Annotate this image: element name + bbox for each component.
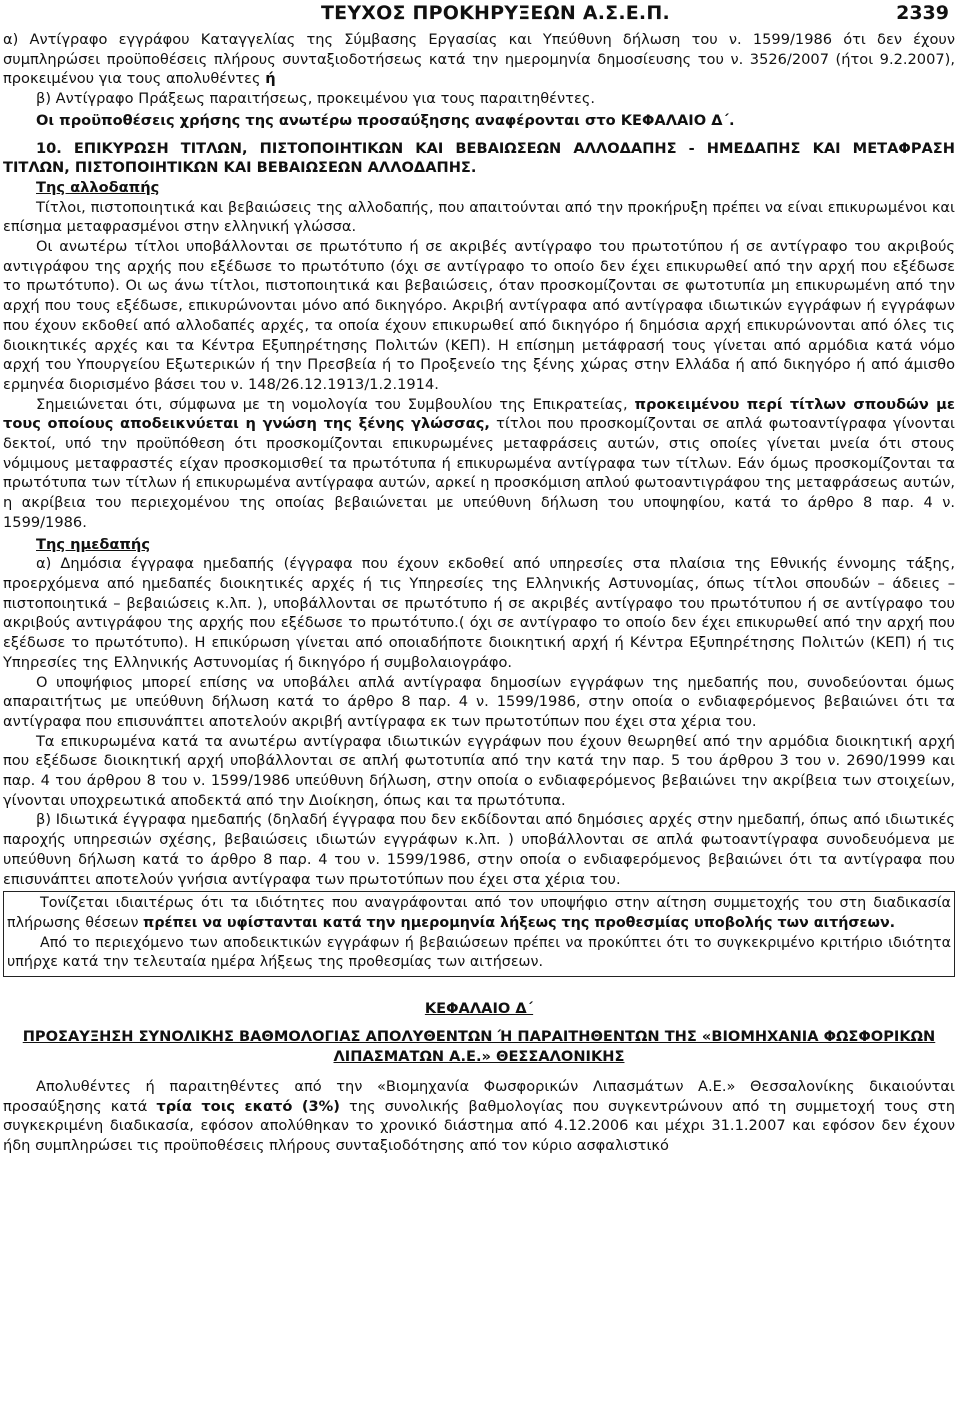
notice-box (3, 891, 955, 977)
chapter-subtitle: ΠΡΟΣΑΥΞΗΣΗ ΣΥΝΟΛΙΚΗΣ ΒΑΘΜΟΛΟΓΙΑΣ ΑΠΟΛΥΘΕΝΤΩΝ Ή ΠΑΡΑΙΤΗΘΕΝΤΩΝ ΤΗΣ «ΒΙΟΜΗΧΑΝΙΑ ΦΩΣΦΟΡΙΚΩΝ ΛΙΠΑΣΜΑΤΩΝ Α.Ε.» ΘΕΣΣΑΛΟΝΙΚΗΣ (22, 1027, 936, 1065)
notice-paragraph-1: Τονίζεται ιδιαιτέρως ότι τα ιδιότητες που αναγράφονται από τον υποψήφιο στην αίτηση συμμετοχής του στη διαδικασία πλήρωσης θέσεων πρέπει να υφίστανται κατά την ημερομηνία λήξεως της προθεσμίας υποβολής των αιτήσεων. (7, 895, 951, 931)
domestic-item-a: α) Δημόσια έγγραφα ημεδαπής (έγγραφα που έχουν εκδοθεί από υπηρεσίες στα πλαίσια της Εθνικής έννομης τάξης, προερχόμενα από ημεδαπές διοικητικές αρχές ή τις Υπηρεσίες της Ελληνικής Αστυνομίας, όπως τίτλοι σπουδών – άδειες – πιστοποιητικά – βεβαιώσεις κ.λπ. ), υποβάλλονται σε πρωτότυπο ή σε ακριβές αντίγραφο του πρωτότυπου ή σε αντίγραφο του ακριβούς αντιγράφου της αρχής που εξέδωσε το πρωτότυπο.( όχι σε αντίγραφο το οποίο δεν έχει επικυρωθεί από την αρχή που εξέδωσε το πρωτότυπο). Η επικύρωση γίνεται από οποιαδήποτε διοικητική αρχή ή Κέντρα Εξυπηρέτησης Πολιτών (ΚΕΠ) ή τις Υπηρεσίες της Ελληνικής Αστυνομίας ή δικηγόρο ή συμβολαιογράφο. (3, 555, 955, 671)
gazette-title: ΤΕΥΧΟΣ ΠΡΟΚΗΡΥΞΕΩΝ Α.Σ.Ε.Π. (321, 2, 670, 24)
domestic-item-b: β) Ιδιωτικά έγγραφα ημεδαπής (δηλαδή έγγραφα που δεν εκδίδονται από δημόσιες αρχές στην ημεδαπή, όπως από ιδιωτικές παροχής υπηρεσιών σχέσης, βεβαιώσεις ιδιωτών εγγράφων κ.λπ. ) υποβάλλονται σε απλά φωτοαντίγραφα συνοδευόμενα με υπεύθυνη δήλωση κατά το άρθρο 8 παρ. 4 του ν. 1599/1986, στην οποία ο ενδιαφερόμενος βεβαιώνει ότι τα αντίγραφα που επισυνάπτει αποτελούν γνήσια αντίγραφα των πρωτοτύπων που έχει στα χέρια του. (3, 811, 955, 888)
domestic-paragraph-3: Τα επικυρωμένα κατά τα ανωτέρω αντίγραφα ιδιωτικών εγγράφων που έχουν θεωρηθεί από την αρμόδια διοικητική αρχή που εξέδωσε διοικητική αρχή υποβάλλονται σε απλή φωτοτυπία από την κατά την παρ. 5 του άρθρου 3 του ν. 2690/1999 και παρ. 4 του άρθρου 8 του ν. 1599/1986 υπεύθυνη δήλωση, στην οποία ο ενδιαφερόμενος βεβαιώνει την ακρίβεια των στοιχείων, γίνονται υποχρεωτικά αποδεκτά από την Διοίκηση, όπως και τα πρωτότυπα. (3, 732, 955, 809)
intro-conditions: Οι προϋποθέσεις χρήσης της ανωτέρω προσαύξησης αναφέρονται στο ΚΕΦΑΛΑΙΟ Δ΄. (36, 111, 735, 129)
chapter-heading (3, 999, 955, 1067)
chapter-body: Απολυθέντες ή παραιτηθέντες από την «Βιομηχανία Φωσφορικών Λιπασμάτων Α.Ε.» Θεσσαλονίκης δικαιούνται προσαύξησης κατά τρία τοις εκατό (3%) της συνολικής βαθμολογίας που συγκεντρώνουν από τη συμμετοχή τους στη συγκεκριμένη διαδικασία, εφόσον απολύθηκαν το χρονικό διάστημα από 4.12.2006 και μέχρι 31.1.2007 και εφόσον δεν έχουν ήδη συμπληρώσει τις προϋποθέσεις πλήρους συνταξιοδότησης από τον κύριο ασφαλιστικό (3, 1077, 955, 1154)
intro-or: ή (265, 70, 276, 88)
foreign-subheading: Της αλλοδαπής (36, 178, 160, 196)
section-10-heading: 10. ΕΠΙΚΥΡΩΣΗ ΤΙΤΛΩΝ, ΠΙΣΤΟΠΟΙΗΤΙΚΩΝ ΚΑΙ ΒΕΒΑΙΩΣΕΩΝ ΑΛΛΟΔΑΠΗΣ - ΗΜΕΔΑΠΗΣ ΚΑΙ ΜΕΤΑΦΡΑΣΗ ΤΙΤΛΩΝ, ΠΙΣΤΟΠΟΙΗΤΙΚΩΝ ΚΑΙ ΒΕΒΑΙΩΣΕΩΝ ΑΛΛΟΔΑΠΗΣ. (3, 139, 955, 177)
intro-item-a: α) Αντίγραφο εγγράφου Καταγγελίας της Σύμβασης Εργασίας και Υπεύθυνη δήλωση του ν. 1599/1986 ότι δεν έχουν συμπληρώσει προϋποθέσεις πλήρους συνταξιοδοτήσεως κατά την ημερομηνία δημοσίευσης του ν. 3526/2007 (ήτοι 9.2.2007), προκειμένου για τους απολυθέντες ή (3, 31, 955, 88)
foreign-paragraph-2: Οι ανωτέρω τίτλοι υποβάλλονται σε πρωτότυπο ή σε ακριβές αντίγραφο του πρωτοτύπου ή σε αντίγραφο του ακριβούς αντιγράφου της αρχής που εξέδωσε το πρωτότυπο (όχι σε αντίγραφο το οποίο δεν έχει επικυρωθεί από την αρχή που εξέδωσε το πρωτότυπο). Οι ως άνω τίτλοι, πιστοποιητικά και βεβαιώσεις, όταν προσκομίζονται σε φωτοτυπία μη επικυρωμένη από την αρχή που τους εξέδωσε, επικυρώνονται μόνο από δικηγόρο. Ακριβή αντίγραφα από αντίγραφα ιδιωτικών εγγράφων ή εγγράφων που έχουν εκδοθεί από αλλοδαπές αρχές, τα οποία έχουν επικυρωθεί από δικηγόρο ή δημόσια αρχή επικυρώνονται από όλες τις διοικητικές αρχές και τα Κέντρα Εξυπηρέτησης Πολιτών (ΚΕΠ). Η επίσημη μετάφρασή τους γίνεται από αρμόδια κατά νόμο αρχή του Υπουργείου Εξωτερικών ή την Πρεσβεία ή το Προξενείο της ξένης χώρας στην Ελλάδα ή από δικηγόρο ή από άμισθο ερμηνέα διορισμένο βάσει του ν. 148/26.12.1913/1.2.1914. (3, 238, 955, 393)
page-header (3, 0, 955, 30)
foreign-paragraph-3: Σημειώνεται ότι, σύμφωνα με τη νομολογία του Συμβουλίου της Επικρατείας, προκειμένου περί τίτλων σπουδών με τους οποίους αποδεικνύεται η γνώση της ξένης γλώσσας, τίτλοι που προσκομίζονται σε απλά φωτοαντίγραφα γίνονται δεκτοί, υπό την προϋπόθεση ότι προσκομίζονται επικυρωμένες μεταφράσεις αυτών, στις οποίες γίνεται μνεία ότι στους νόμιμους μεταφραστές είχαν προσκομισθεί τα πρωτότυπα ή επικυρωμένα αντίγραφα των τίτλων. Εάν όμως προσκομίζονται τα πρωτότυπα των τίτλων ή επικυρωμένα αντίγραφα αυτών, αρκεί η προσκόμιση απλού φωτοαντιγράφου της μεταφράσεως αυτών, η ακρίβεια του περιεχομένου της οποίας βεβαιώνεται με υπεύθυνη δήλωση του υποψηφίου, κατά το άρθρο 8 παρ. 4 ν. 1599/1986. (3, 395, 955, 531)
domestic-paragraph-2: Ο υποψήφιος μπορεί επίσης να υποβάλει απλά αντίγραφα δημοσίων εγγράφων της ημεδαπής που, συνοδεύονται όμως απαραιτήτως με υπεύθυνη δήλωση κατά το άρθρο 8 παρ. 4 ν. 1599/1986, στην οποία ο ενδιαφερόμενος βεβαιώνει ότι τα αντίγραφα που επισυνάπτει αποτελούν ακριβή αντίγραφα εκ των πρωτοτύπων που έχει στα χέρια του. (3, 673, 955, 730)
foreign-paragraph-1: Τίτλοι, πιστοποιητικά και βεβαιώσεις της αλλοδαπής, που απαιτούνται από την προκήρυξη πρέπει να είναι επικυρωμένοι και επίσημα μεταφρασμένοι στην ελληνική γλώσσα. (3, 198, 955, 236)
notice-paragraph-2: Από το περιεχόμενο των αποδεικτικών εγγράφων ή βεβαιώσεων πρέπει να προκύπτει ότι το συγκεκριμένο κριτήριο ιδιότητα υπήρχε κατά την τελευταία ημέρα λήξεως της προθεσμίας των αιτήσεων. (7, 935, 951, 971)
page-number: 2339 (896, 2, 949, 24)
domestic-subheading: Της ημεδαπής (36, 535, 150, 553)
chapter-title: ΚΕΦΑΛΑΙΟ Δ΄ (424, 999, 534, 1017)
intro-item-b: β) Αντίγραφο Πράξεως παραιτήσεως, προκειμένου για τους παραιτηθέντες. (36, 90, 596, 108)
